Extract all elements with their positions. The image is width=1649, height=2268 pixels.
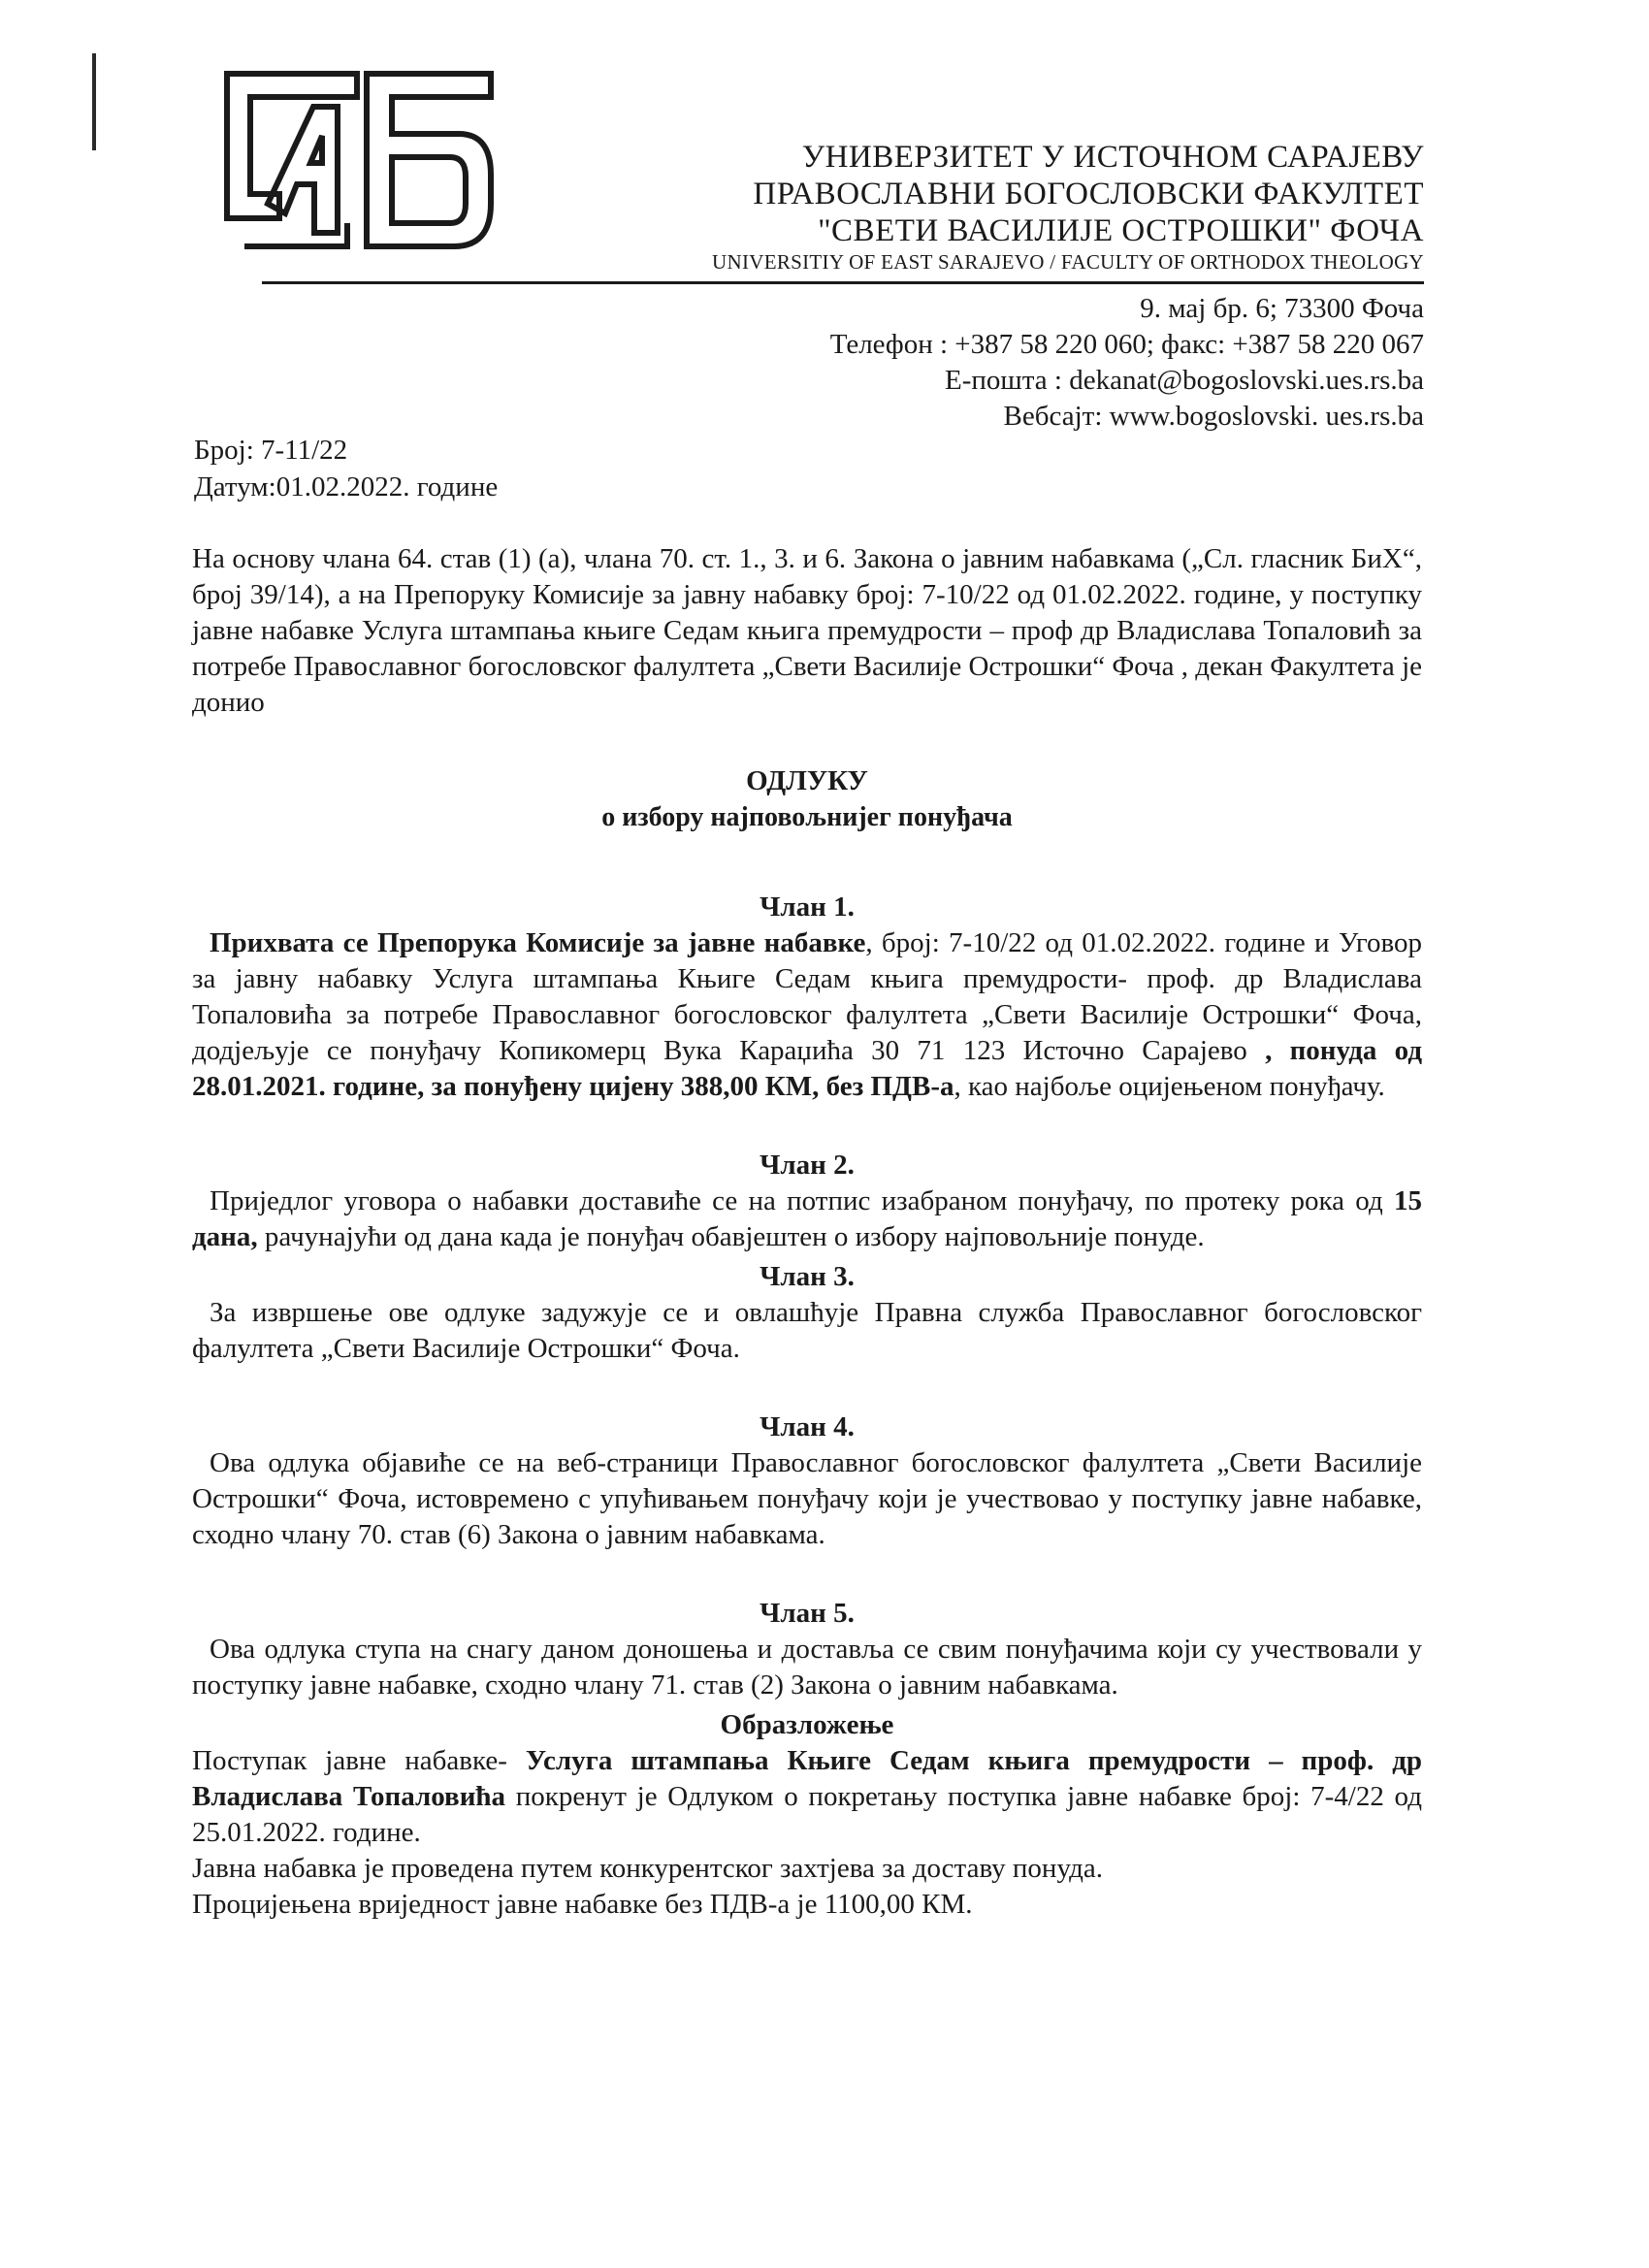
email: Е-пошта : dekanat@bogoslovski.ues.rs.ba xyxy=(945,365,1424,396)
article-2-deadline: 15 дана, xyxy=(192,1185,1422,1252)
address: 9. мај бр. 6; 73300 Фоча xyxy=(1140,293,1424,324)
article-5-heading: Члан 5. xyxy=(760,1598,855,1629)
article-5-text: Ова одлука ступа на снагу даном доношења и доставља се свим понуђачима који су учествовали у поступку јавне набавке, сходно члану 71. став (2) Закона о јавним набавкама. xyxy=(192,1634,1422,1701)
explanation-procurement-title: Услуга штампања Књиге Седам књига премудрости – проф. др Владислава Топаловића xyxy=(192,1745,1422,1812)
explanation-text: Поступак јавне набавке- Услуга штампања Књиге Седам књига премудрости – проф. др Владислава Топаловића покренут је Одлуком о покретању поступка јавне набавке број: 7-4/22 од 25.01.2022. године. xyxy=(192,1745,1422,1848)
explanation-heading: Образложење xyxy=(720,1709,894,1740)
article-1-text: Прихвата се Препорука Комисије за јавне набавке, број: 7-10/22 од 01.02.2022. године и Уговор за јавну набавку Услуга штампања Књиге Седам књига премудрости- проф. др Владислава Топаловића за потребе Православног богословског фалултета „Свети Василије Острошки“ Фоча, додјељује се понуђачу Копикомерц Вука Караџића 30 71 123 Источно Сарајево , понуда од 28.01.2021. године, за понуђену цијену 388,00 КМ, без ПДВ-а, као најбоље оцијењеном понуђачу. xyxy=(192,927,1422,1102)
article-3-heading: Члан 3. xyxy=(760,1261,855,1292)
scan-artifact-line xyxy=(92,53,96,150)
explanation-line-3: Процијењена вриједност јавне набавке без ПДВ-а је 1100,00 КМ. xyxy=(192,1889,973,1920)
phone-fax: Телефон : +387 58 220 060; факс: +387 58 220 067 xyxy=(829,329,1424,360)
article-4-text: Ова одлука објавиће се на веб-страници Православног богословског фалултета „Свети Василије Острошки“ Фоча, истовремено с упућивањем понуђачу који је учествовао у поступку јавне набавке, сходно члану 70. став (6) Закона о јавним набавкама. xyxy=(192,1447,1422,1550)
university-name-english: UNIVERSITIY OF EAST SARAJEVO / FACULTY OF ORTHODOX THEOLOGY xyxy=(712,250,1424,274)
header-divider xyxy=(262,281,1424,284)
website: Вебсајт: www.bogoslovski. ues.rs.ba xyxy=(1003,401,1424,432)
article-2-heading: Члан 2. xyxy=(760,1150,855,1181)
faculty-name: ПРАВОСЛАВНИ БОГОСЛОВСКИ ФАКУЛТЕТ xyxy=(753,177,1424,211)
reference-block xyxy=(194,432,498,505)
university-header xyxy=(712,139,1424,275)
reference-number: Број: 7-11/22 xyxy=(194,435,348,466)
faculty-patron: "СВЕТИ ВАСИЛИЈЕ ОСТРОШКИ" ФОЧА xyxy=(818,213,1424,248)
university-name: УНИВЕРЗИТЕТ У ИСТОЧНОМ САРАЈЕВУ xyxy=(801,140,1424,175)
reference-date: Датум:01.02.2022. године xyxy=(194,471,499,502)
faculty-logo-icon xyxy=(221,68,498,252)
article-1-heading: Члан 1. xyxy=(760,891,855,923)
article-4-heading: Члан 4. xyxy=(760,1411,855,1442)
document-body xyxy=(192,541,1422,1923)
article-1-bold-lead: Прихвата се Препорука Комисије за јавне набавке xyxy=(210,927,866,958)
article-2-text: Приједлог уговора о набавки доставиће се на потпис изабраном понуђачу, по протеку рока од 15 дана, рачунајући од дана када је понуђач обавјештен о избору најповољније понуде. xyxy=(192,1185,1422,1252)
intro-paragraph: На основу члана 64. став (1) (а), члана 70. ст. 1., 3. и 6. Закона о јавним набавкама („Сл. гласник БиХ“, број 39/14), а на Препоруку Комисије за јавну набавку број: 7-10/22 од 01.02.2022. године, у поступку јавне набавке Услуга штампања књиге Седам књига премудрости – проф др Владислава Топаловић за потребе Православног богословског фалултета „Свети Василије Острошки“ Фоча , декан Факултета је донио xyxy=(192,543,1422,718)
explanation-line-2: Јавна набавка је проведена путем конкурентског захтјева за доставу понуда. xyxy=(192,1853,1103,1884)
decision-title: ОДЛУКУ xyxy=(746,765,868,796)
decision-subtitle: о избору најповољнијег понуђача xyxy=(601,802,1013,832)
article-1-offer: , понуда од 28.01.2021. године, за понуђену цијену 388,00 КМ, без ПДВ-а xyxy=(192,1035,1422,1102)
article-3-text: За извршење ове одлуке задужује се и овлашћује Правна служба Православног богословског фалултета „Свети Василије Острошки“ Фоча. xyxy=(192,1297,1422,1364)
contact-block xyxy=(830,291,1424,435)
